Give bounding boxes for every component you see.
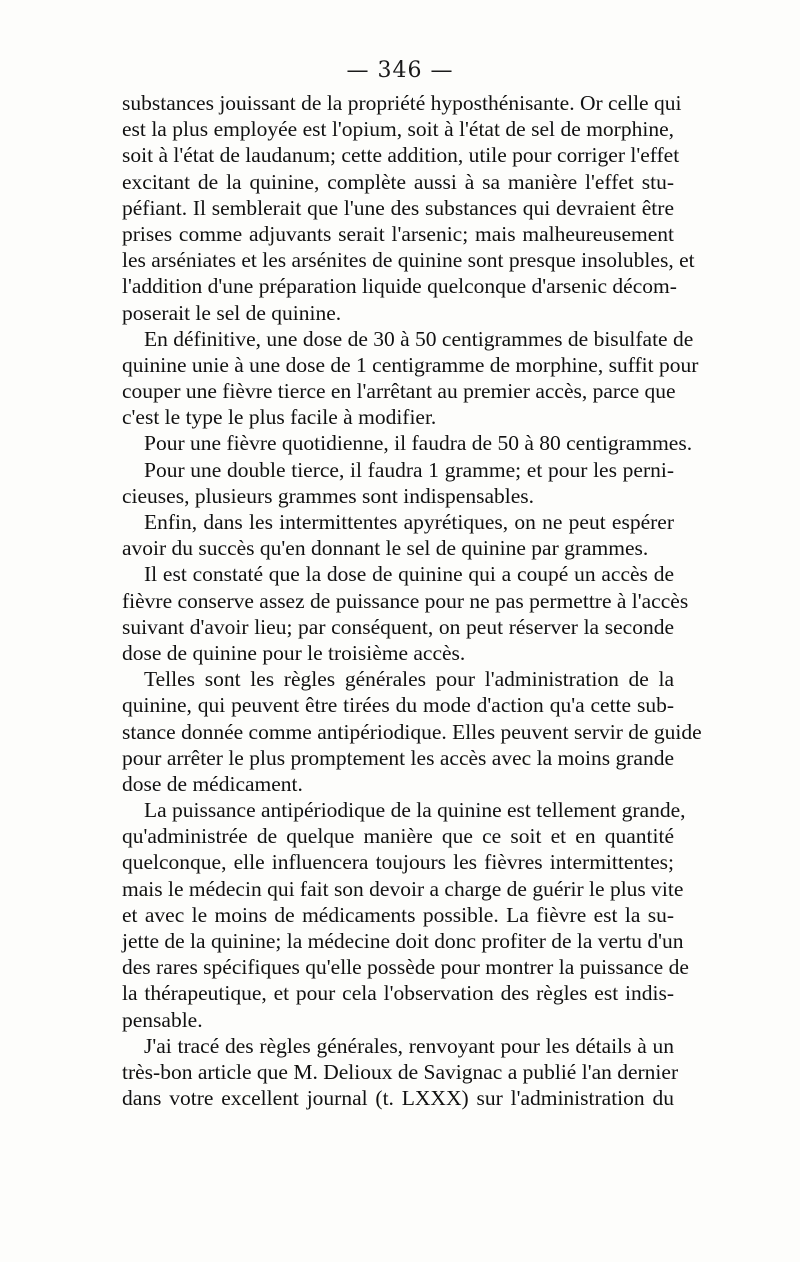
text-line: péfiant. Il semblerait que l'une des substances qui devraient être	[122, 195, 674, 220]
text-line: La puissance antipériodique de la quinine est tellement grande,	[144, 798, 686, 823]
text-line: cieuses, plusieurs grammes sont indispensables.	[122, 483, 535, 508]
text-line: quinine unie à une dose de 1 centigramme de morphine, suffit pour	[122, 352, 699, 377]
text-line: dose de quinine pour le troisième accès.	[122, 640, 466, 665]
text-line: Pour une fièvre quotidienne, il faudra de 50 à 80 centigrammes.	[144, 431, 693, 456]
page-number: — 346 —	[346, 58, 454, 83]
text-line: la thérapeutique, et pour cela l'observation des règles est indis-	[122, 981, 674, 1006]
text-line: stance donnée comme antipériodique. Elles peuvent servir de guide	[122, 719, 702, 744]
text-line: l'addition d'une préparation liquide quelconque d'arsenic décom-	[122, 274, 677, 299]
text-line: En définitive, une dose de 30 à 50 centigrammes de bisulfate de	[144, 326, 694, 351]
text-line: substances jouissant de la propriété hyposthénisante. Or celle qui	[122, 91, 682, 115]
text-line: quelconque, elle influencera toujours les fièvres intermittentes;	[122, 850, 674, 875]
text-line: mais le médecin qui fait son devoir a charge de guérir le plus vite	[122, 876, 684, 901]
text-line: poserait le sel de quinine.	[122, 300, 342, 325]
text-line: couper une fièvre tierce en l'arrêtant au premier accès, parce que	[122, 379, 676, 404]
text-line: fièvre conserve assez de puissance pour ne pas permettre à l'accès	[122, 588, 689, 613]
text-line: J'ai tracé des règles générales, renvoyant pour les détails à un	[144, 1033, 674, 1058]
text-line: est la plus employée est l'opium, soit à l'état de sel de morphine,	[122, 117, 674, 142]
text-line: suivant d'avoir lieu; par conséquent, on peut réserver la seconde	[122, 614, 674, 639]
text-line: pensable.	[122, 1007, 203, 1032]
text-line: Pour une double tierce, il faudra 1 gramme; et pour les perni-	[144, 457, 674, 482]
text-line: dans votre excellent journal (t. LXXX) sur l'administration du	[122, 1086, 674, 1111]
text-line: excitant de la quinine, complète aussi à sa manière l'effet stu-	[122, 169, 674, 194]
text-line: Telles sont les règles générales pour l'administration de la	[144, 667, 674, 692]
text-line: des rares spécifiques qu'elle possède pour montrer la puissance de	[122, 955, 689, 980]
text-line: et avec le moins de médicaments possible. La fièvre est la su-	[122, 902, 674, 927]
text-line: jette de la quinine; la médecine doit donc profiter de la vertu d'un	[122, 929, 684, 953]
text-line: prises comme adjuvants serait l'arsenic; mais malheureusement	[122, 221, 674, 246]
text-line: les arséniates et les arsénites de quinine sont presque insolubles, et	[122, 248, 695, 273]
text-line: Enfin, dans les intermittentes apyrétiques, on ne peut espérer	[144, 510, 674, 534]
text-line: c'est le type le plus facile à modifier.	[122, 405, 437, 430]
text-line: avoir du succès qu'en donnant le sel de quinine par grammes.	[122, 536, 649, 561]
body-text	[122, 90, 702, 1111]
text-line: quinine, qui peuvent être tirées du mode d'action qu'a cette sub-	[122, 693, 674, 718]
text-line: dose de médicament.	[122, 771, 303, 796]
text-line: soit à l'état de laudanum; cette addition, utile pour corriger l'effet	[122, 143, 680, 168]
text-line: pour arrêter le plus promptement les accès avec la moins grande	[122, 745, 674, 770]
text-line: très-bon article que M. Delioux de Savignac a publié l'an dernier	[122, 1059, 679, 1084]
text-line: Il est constaté que la dose de quinine qui a coupé un accès de	[144, 562, 674, 587]
text-line: qu'administrée de quelque manière que ce soit et en quantité	[122, 824, 674, 849]
